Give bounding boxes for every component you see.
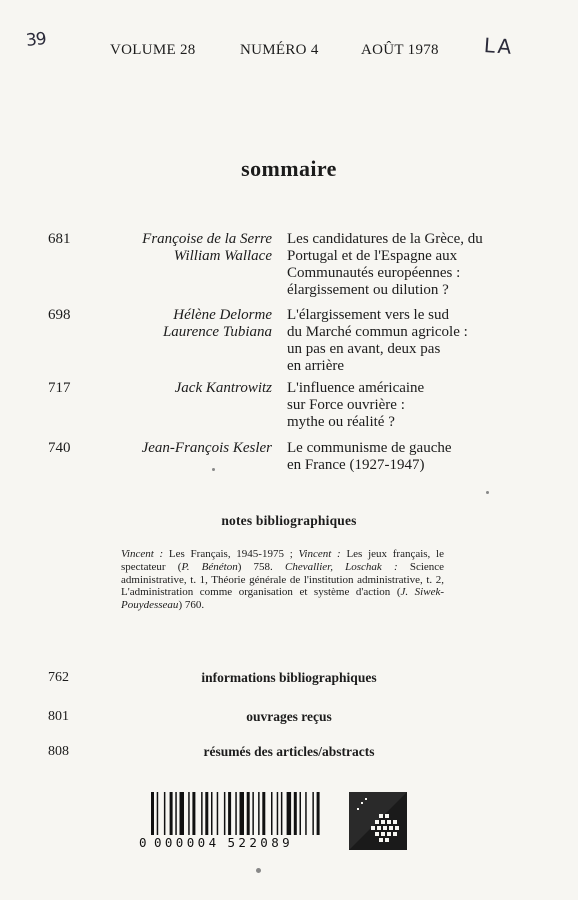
barcode-bar (205, 792, 208, 836)
article-title-line: L'influence américaine (287, 380, 425, 396)
barcode-digit-group: 522089 (227, 835, 294, 850)
barcode-bar (305, 792, 307, 836)
barcode-bar (201, 792, 203, 836)
notes-text: ) 760. (178, 599, 205, 612)
article-title-line: L'élargissement vers le sud (287, 307, 449, 323)
article-title-line: Les candidatures de la Grèce, du (287, 231, 483, 247)
article-title (287, 440, 452, 474)
masthead-date: AOÛT 1978 (361, 42, 439, 58)
article-page-number: 740 (48, 440, 71, 456)
article-title (287, 307, 468, 375)
barcode-digit-group: 000004 (153, 835, 220, 850)
article-title (287, 231, 483, 299)
notes-italic-text: Vincent : (121, 548, 164, 560)
notes-italic-text: Vincent : (298, 548, 341, 560)
article-title-line: Portugal et de l'Espagne aux (287, 248, 458, 264)
article-title (287, 380, 424, 431)
notes-body (121, 548, 444, 612)
barcode-bar (271, 792, 273, 836)
barcode-number (137, 835, 356, 850)
article-title-line: Communautés européennes : (287, 265, 461, 281)
notes-italic-text: J. Siwek-Pouydesseau (121, 586, 445, 612)
toc-entry-page: 801 (48, 709, 69, 724)
article-title-line: élargissement ou dilution ? (287, 282, 449, 298)
toc-entry-label: ouvrages reçus (246, 709, 332, 724)
toc-entry-page: 762 (48, 670, 69, 685)
notes-text: Les jeux français, le spectateur ( (121, 548, 444, 573)
article-title-line: sur Force ouvrière : (287, 397, 405, 413)
author-name: Laurence Tubiana (162, 324, 272, 340)
barcode-bar (224, 792, 226, 836)
toc-entry-label: résumés des articles/abstracts (203, 744, 375, 759)
author-name: William Wallace (173, 248, 272, 264)
barcode-bar (287, 792, 292, 836)
barcode-bar (281, 792, 283, 836)
barcode-bar (164, 792, 166, 836)
barcode-bar (211, 792, 213, 836)
barcode-bar (247, 792, 250, 836)
barcode-bar (217, 792, 219, 836)
article-authors (163, 307, 272, 341)
toc-entry-page: 808 (48, 744, 69, 759)
author-name: Hélène Delorme (173, 307, 272, 323)
barcode-bar (300, 792, 302, 836)
barcode-bar (228, 792, 231, 836)
barcode-bar (262, 792, 265, 836)
article-title-line: un pas en avant, deux pas (287, 341, 441, 357)
barcode-lead-digit: 0 (139, 835, 150, 850)
notes-text: ) 758. (237, 560, 285, 573)
barcode-bar (170, 792, 173, 836)
barcode-bar (277, 792, 279, 836)
masthead-volume: VOLUME 28 (110, 42, 196, 58)
article-title-line: mythe ou réalité ? (287, 414, 395, 430)
article-page-number: 698 (48, 307, 71, 323)
page-title: sommaire (241, 156, 337, 181)
barcode-bar (180, 792, 185, 836)
handwritten-initials: LA (483, 33, 515, 59)
notes-heading: notes bibliographiques (221, 513, 357, 528)
ink-speck (256, 868, 261, 873)
publisher-logo-icon (349, 792, 407, 850)
notes-text: Les Français, 1945-1975 ; (163, 548, 299, 560)
barcode-bar (192, 792, 195, 836)
ink-speck (212, 468, 215, 471)
barcode-bar (175, 792, 177, 836)
article-title-line: Le communisme de gauche (287, 440, 452, 456)
author-name: Françoise de la Serre (142, 231, 272, 247)
author-name: Jack Kantrowitz (174, 380, 272, 396)
article-authors (142, 440, 272, 457)
author-name: Jean-François Kesler (141, 440, 272, 456)
masthead-issue-number: NUMÉRO 4 (240, 42, 319, 58)
barcode-bar (258, 792, 260, 836)
barcode-bar (252, 792, 254, 836)
article-authors (175, 380, 272, 397)
article-authors (142, 231, 272, 265)
article-title-line: en arrière (287, 358, 345, 374)
notes-italic-text: Chevallier, Loschak : (285, 560, 398, 573)
toc-entry-label: informations bibliographiques (201, 670, 377, 685)
handwritten-page-mark: 39 (25, 29, 47, 51)
notes-text: Science administrative, t. 1, Théorie générale de l'institution administrative, t. 2, L'administration comme organisation et système d'action ( (121, 560, 445, 599)
notes-italic-text: P. Bénéton (181, 560, 238, 573)
barcode-bar (188, 792, 190, 836)
barcode-bar (294, 792, 297, 836)
article-title-line: du Marché commun agricole : (287, 324, 468, 340)
article-page-number: 681 (48, 231, 71, 247)
article-title-line: en France (1927-1947) (287, 457, 425, 473)
ink-speck (486, 491, 489, 494)
article-page-number: 717 (48, 380, 71, 396)
